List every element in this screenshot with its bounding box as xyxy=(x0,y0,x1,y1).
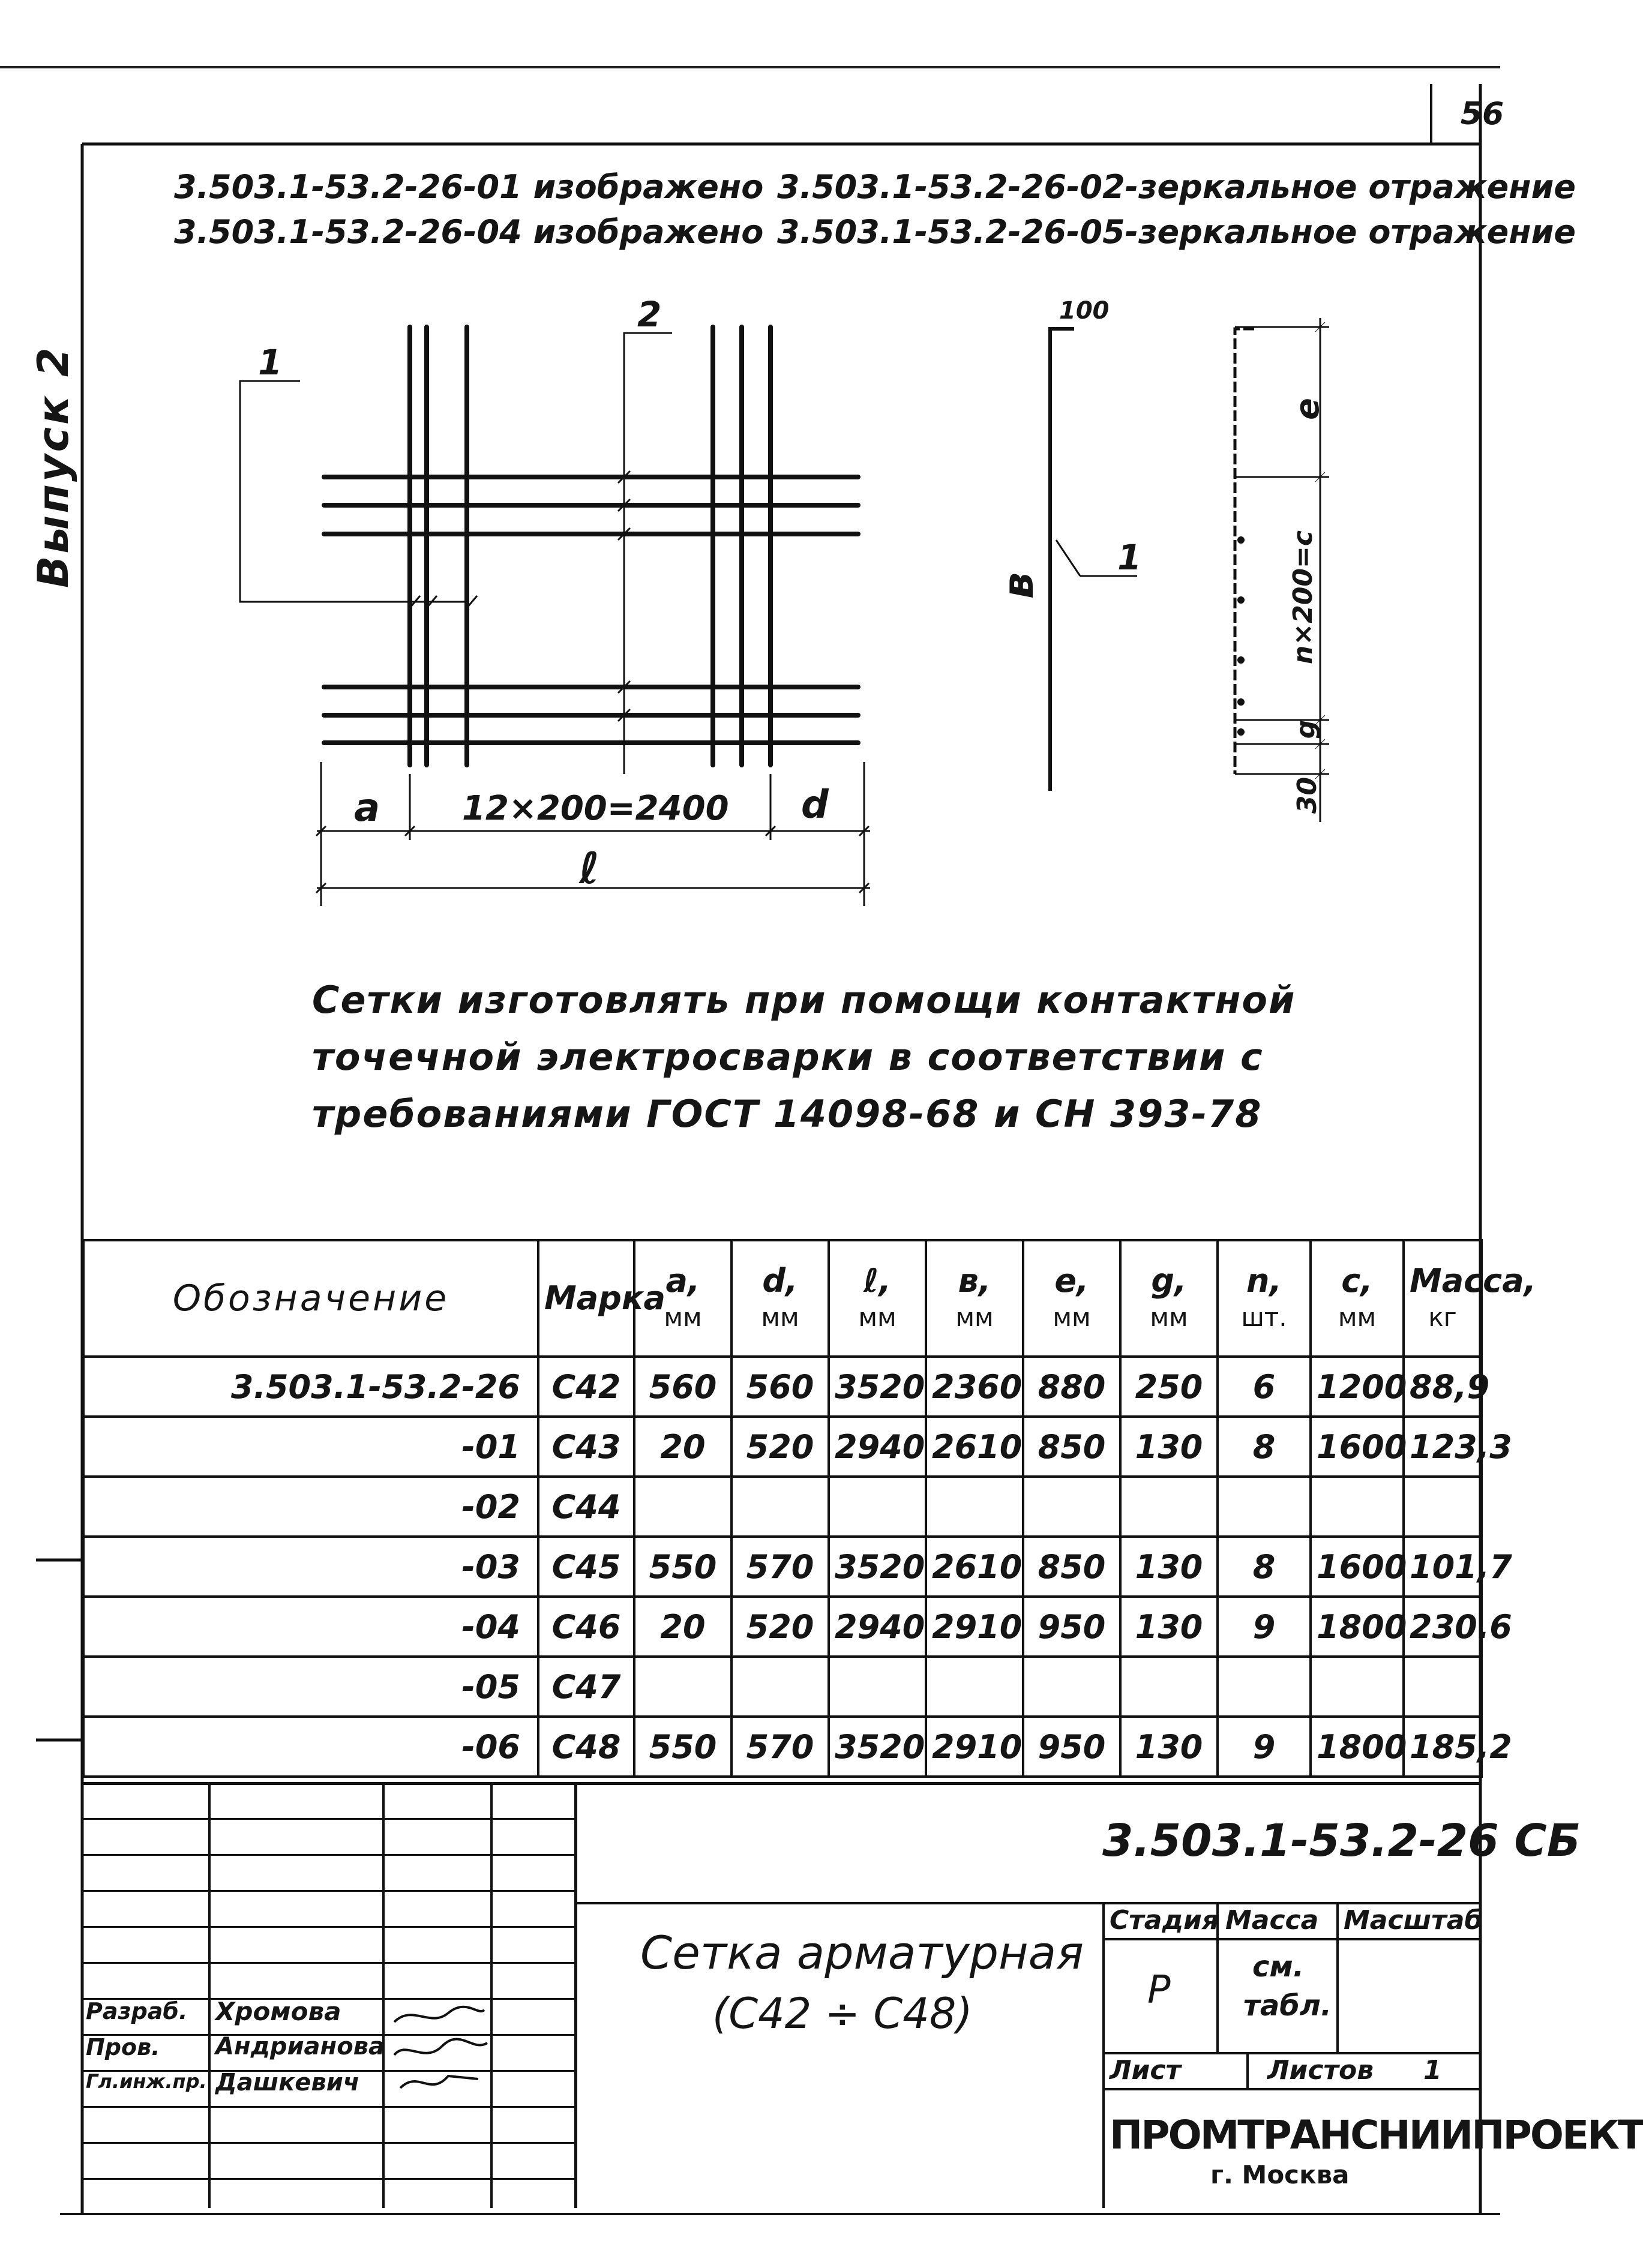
table-row xyxy=(83,1657,1482,1717)
stage-label: Стадия xyxy=(1110,1905,1219,1936)
table-cell: 850 xyxy=(1023,1417,1120,1477)
table-cell xyxy=(1120,1477,1218,1537)
table-cell xyxy=(634,1657,731,1717)
table-cell: 2610 xyxy=(926,1537,1023,1597)
table-cell: 130 xyxy=(1120,1537,1218,1597)
table-cell: 3520 xyxy=(829,1537,926,1597)
col-l: ℓ, мм xyxy=(829,1240,926,1357)
table-cell: 3.503.1-53.2-26 xyxy=(83,1357,538,1417)
table-cell: С44 xyxy=(538,1477,634,1537)
table-cell xyxy=(1311,1657,1404,1717)
name-checker: Андрианова xyxy=(215,2033,385,2060)
table-cell xyxy=(1404,1657,1482,1717)
col-n: n, шт. xyxy=(1218,1240,1311,1357)
table-cell xyxy=(1311,1477,1404,1537)
table-cell xyxy=(1120,1657,1218,1717)
spec-table xyxy=(82,1239,1537,1778)
table-cell: -02 xyxy=(83,1477,538,1537)
table-cell: 185,2 xyxy=(1404,1717,1482,1777)
signature-icon xyxy=(388,1998,490,2106)
table-cell: 6 xyxy=(1218,1357,1311,1417)
table-cell: 9 xyxy=(1218,1597,1311,1657)
note-line-1: Сетки изготовлять при помощи контактной xyxy=(312,978,1296,1022)
doc-title: Сетка арматурная xyxy=(640,1926,1084,1979)
col-designation: Обозначение xyxy=(83,1240,538,1357)
table-header-row xyxy=(83,1240,1482,1357)
table-row xyxy=(83,1597,1482,1657)
table-cell: 130 xyxy=(1120,1417,1218,1477)
table-cell: 880 xyxy=(1023,1357,1120,1417)
table-cell: 123,3 xyxy=(1404,1417,1482,1477)
table-cell xyxy=(829,1477,926,1537)
table-cell: 2360 xyxy=(926,1357,1023,1417)
elev-nc: n×200=c xyxy=(1288,530,1318,664)
mass-value-2: табл. xyxy=(1243,1989,1332,2023)
table-cell: 101,7 xyxy=(1404,1537,1482,1597)
table-cell xyxy=(1023,1477,1120,1537)
elev-30: 30 xyxy=(1292,776,1323,814)
doc-subtitle: (С42 ÷ С48) xyxy=(712,1989,973,2038)
dim-a: a xyxy=(354,786,380,830)
table-cell: -01 xyxy=(83,1417,538,1477)
header-right-1: 3.503.1-53.2-26-02-зеркальное отражение xyxy=(777,168,1576,206)
table-cell: 20 xyxy=(634,1417,731,1477)
table-cell: -06 xyxy=(83,1717,538,1777)
table-cell: 2910 xyxy=(926,1597,1023,1657)
title-block xyxy=(82,1782,1643,2208)
table-cell xyxy=(731,1657,829,1717)
table-cell: 88,9 xyxy=(1404,1357,1482,1417)
side-b-dim: в xyxy=(994,572,1044,599)
table-cell: -05 xyxy=(83,1657,538,1717)
name-developer: Хромова xyxy=(215,1997,341,2026)
col-c: с, мм xyxy=(1311,1240,1404,1357)
mass-label: Масса xyxy=(1225,1905,1319,1936)
dim-l: ℓ xyxy=(579,843,599,893)
table-cell: 9 xyxy=(1218,1717,1311,1777)
dim-span: 12×200=2400 xyxy=(462,789,729,828)
table-cell: С47 xyxy=(538,1657,634,1717)
table-cell: 230.6 xyxy=(1404,1597,1482,1657)
elev-e: е xyxy=(1288,398,1326,420)
table-cell: 1600 xyxy=(1311,1537,1404,1597)
side-top-dim: 100 xyxy=(1059,297,1110,325)
table-cell xyxy=(926,1657,1023,1717)
callout-2: 2 xyxy=(637,294,662,335)
table-cell: 130 xyxy=(1120,1597,1218,1657)
scale-label: Масштаб xyxy=(1344,1905,1483,1936)
table-cell xyxy=(1404,1477,1482,1537)
table-row xyxy=(83,1357,1482,1417)
table-cell xyxy=(1218,1657,1311,1717)
table-cell: С43 xyxy=(538,1417,634,1477)
col-mass: Масса, кг xyxy=(1404,1240,1482,1357)
table-cell: 560 xyxy=(731,1357,829,1417)
table-cell: 2940 xyxy=(829,1597,926,1657)
table-cell: 950 xyxy=(1023,1597,1120,1657)
table-cell: 3520 xyxy=(829,1357,926,1417)
stage-value: Р xyxy=(1147,1968,1171,2012)
table-cell: 520 xyxy=(731,1597,829,1657)
table-cell: 3520 xyxy=(829,1717,926,1777)
table-cell xyxy=(634,1477,731,1537)
elev-g: g xyxy=(1290,719,1321,739)
table-cell: -03 xyxy=(83,1537,538,1597)
sheets-value: 1 xyxy=(1423,2055,1442,2086)
table-cell: 570 xyxy=(731,1537,829,1597)
callout-1: 1 xyxy=(258,342,283,383)
table-cell: 850 xyxy=(1023,1537,1120,1597)
role-developer: Разраб. xyxy=(86,1998,188,2024)
table-cell: 550 xyxy=(634,1537,731,1597)
table-cell: 520 xyxy=(731,1417,829,1477)
col-mark: Марка xyxy=(538,1240,634,1357)
note-line-3: требованиями ГОСТ 14098-68 и СН 393-78 xyxy=(312,1092,1263,1136)
doc-code: 3.503.1-53.2-26 СБ xyxy=(1102,1815,1581,1867)
table-cell: С48 xyxy=(538,1717,634,1777)
table-cell xyxy=(829,1657,926,1717)
table-cell: -04 xyxy=(83,1597,538,1657)
table-cell: 250 xyxy=(1120,1357,1218,1417)
name-chief-engineer: Дашкевич xyxy=(215,2069,360,2096)
note-line-2: точечной электросварки в соответствии с xyxy=(312,1035,1264,1079)
table-cell: С45 xyxy=(538,1537,634,1597)
table-row xyxy=(83,1537,1482,1597)
col-g: g, мм xyxy=(1120,1240,1218,1357)
table-row xyxy=(83,1477,1482,1537)
sheet-number: 56 xyxy=(1460,96,1504,132)
table-cell: 570 xyxy=(731,1717,829,1777)
header-right-2: 3.503.1-53.2-26-05-зеркальное отражение xyxy=(777,213,1576,251)
organization-city: г. Москва xyxy=(1210,2160,1350,2189)
table-cell: 950 xyxy=(1023,1717,1120,1777)
table-row xyxy=(83,1417,1482,1477)
dim-d: d xyxy=(801,783,829,827)
col-a: a, мм xyxy=(634,1240,731,1357)
col-e: е, мм xyxy=(1023,1240,1120,1357)
table-cell xyxy=(926,1477,1023,1537)
table-cell: 1800 xyxy=(1311,1597,1404,1657)
table-cell: 2610 xyxy=(926,1417,1023,1477)
table-cell: 1200 xyxy=(1311,1357,1404,1417)
table-cell: 550 xyxy=(634,1717,731,1777)
role-chief-engineer: Гл.инж.пр. xyxy=(86,2070,207,2093)
mass-value-1: см. xyxy=(1252,1950,1304,1984)
table-cell: 8 xyxy=(1218,1537,1311,1597)
organization-name: ПРОМТРАНСНИИПРОЕКТ xyxy=(1110,2112,1643,2158)
table-cell: 560 xyxy=(634,1357,731,1417)
side-label: Выпуск 2 xyxy=(29,345,78,588)
sheet-label: Лист xyxy=(1110,2055,1181,2086)
table-cell: 8 xyxy=(1218,1417,1311,1477)
header-left-2: 3.503.1-53.2-26-04 изображено xyxy=(174,213,764,251)
table-cell xyxy=(1023,1657,1120,1717)
table-cell: 2910 xyxy=(926,1717,1023,1777)
table-cell xyxy=(731,1477,829,1537)
table-cell: 20 xyxy=(634,1597,731,1657)
table-cell: С46 xyxy=(538,1597,634,1657)
table-cell: 1600 xyxy=(1311,1417,1404,1477)
table-cell: С42 xyxy=(538,1357,634,1417)
table-cell xyxy=(1218,1477,1311,1537)
col-b: в, мм xyxy=(926,1240,1023,1357)
role-checker: Пров. xyxy=(86,2034,160,2060)
table-row xyxy=(83,1717,1482,1777)
table-cell: 130 xyxy=(1120,1717,1218,1777)
table-cell: 2940 xyxy=(829,1417,926,1477)
table-cell: 1800 xyxy=(1311,1717,1404,1777)
side-callout: 1 xyxy=(1117,537,1142,578)
header-left-1: 3.503.1-53.2-26-01 изображено xyxy=(174,168,764,206)
sheets-label: Листов xyxy=(1267,2055,1374,2086)
col-d: d, мм xyxy=(731,1240,829,1357)
